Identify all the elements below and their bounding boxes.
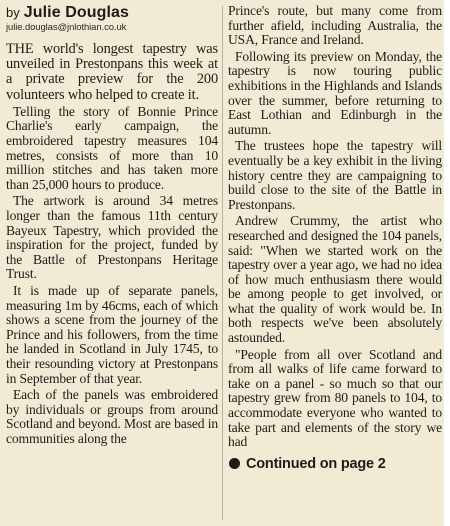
paragraph: The trustees hope the tapestry will eventually be a key exhibit in the living history centre they are campaigning to build close to the site of the Battle in Prestonpans. (228, 138, 442, 212)
byline (6, 4, 218, 22)
paragraph: "People from all over Scotland and from all walks of life came forward to take on a panel - so much so that our tapestry grew from 80 panels to 104, to accommodate everyone who wanted to take part and elements of the story we had (228, 346, 442, 450)
continued-label: Continued on page 2 (246, 455, 386, 472)
paragraph: Andrew Crummy, the artist who researched and designed the 104 panels, said: "When we started work on the tapestry over a year ago, we had no idea of how much enthusiasm there would be among people to get involved, or what the quality of work would be. In both respects we've been absolutely astounded. (228, 213, 442, 346)
paragraph: It is made up of separate panels, measuring 1m by 46cms, each of which shows a scene from the journey of the Prince and his followers, from the time he landed in Scotland in July 1745, to their resounding victory at Prestonpans in September of that year. (6, 282, 218, 386)
column-divider (222, 6, 223, 520)
bullet-icon (229, 458, 240, 469)
page-edge (444, 0, 450, 526)
paragraph: Prince's route, but many come from further afield, including Australia, the USA, France and Ireland. (228, 3, 442, 48)
left-column (6, 0, 218, 446)
paragraph: Each of the panels was embroidered by individuals or groups from around Scotland and beyond. Most are based in communities along the (6, 387, 218, 446)
continued-link[interactable] (228, 456, 442, 472)
paragraph: Telling the story of Bonnie Prince Charlie's early campaign, the embroidered tapestry measures 104 metres, consists of more than 10 million stitches and has taken more than 25,000 hours to produce. (6, 103, 218, 192)
paragraph: The artwork is around 34 metres longer than the famous 11th century Bayeux Tapestry, which provided the inspiration for the project, funded by the Battle of Prestonpans Heritage Trust. (6, 193, 218, 282)
article-body-left (6, 42, 218, 446)
right-column (228, 4, 442, 472)
paragraph: Following its preview on Monday, the tapestry is now touring public exhibitions in the Highlands and Islands over the summer, before returning to East Lothian and Edinburgh in the autumn. (228, 48, 442, 137)
byline-prefix: by (6, 5, 20, 20)
author-name: Julie Douglas (23, 4, 130, 21)
article-body-right (228, 4, 442, 450)
paragraph: THE world's longest tapestry was unveiled in Prestonpans this week at a private preview for the 200 volunteers who helped to create it. (6, 41, 218, 103)
author-email: julie.douglas@jnlothian.co.uk (6, 22, 127, 33)
